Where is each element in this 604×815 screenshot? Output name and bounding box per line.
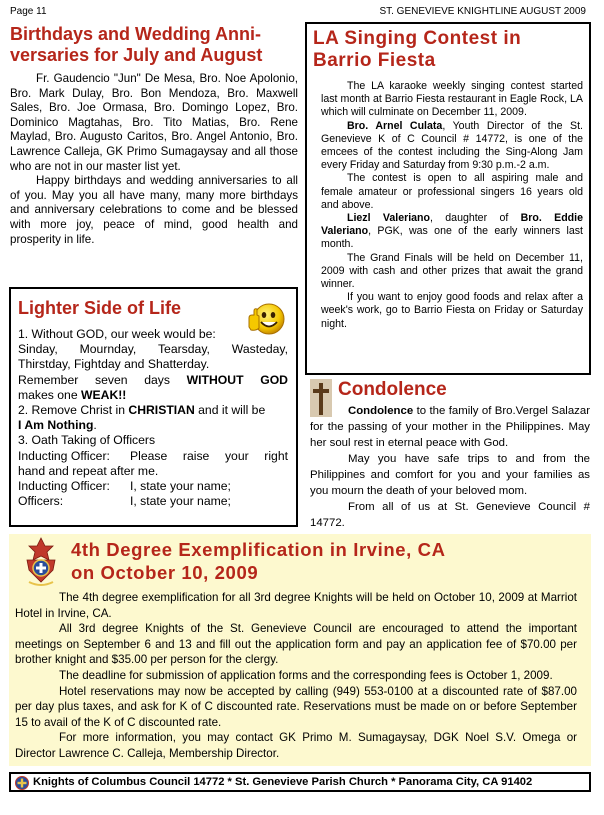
birthdays-paragraph: Fr. Gaudencio "Jun" De Mesa, Bro. Noe Apolonio, Bro. Mark Dulay, Bro. Bon Mendoza, Bro. Maxwell Sales, Bro. Joe Ormasa, Bro. Domingo Lopez, Bro. Dominico Magtahas, Bro. Tito Matias, Bro. Rene Maylad, Bro. Augusto Caritos, Bro. Angel Antonio, Bro. Lawrence Calleja, GK Primo Sumagaysay and all those who are not in our master list yet. bbox=[10, 72, 298, 173]
footer-text: Knights of Columbus Council 14772 * St. Genevieve Parish Church * Panorama City, CA 91402 bbox=[33, 776, 533, 788]
thumbs-up-smiley-icon bbox=[246, 301, 286, 339]
lighter-line: makes one WEAK!! bbox=[18, 387, 127, 402]
birthdays-title-line2: versaries for July and August bbox=[10, 45, 263, 65]
lighter-line: Remember seven days WITHOUT GOD bbox=[18, 372, 288, 387]
condolence-title: Condolence bbox=[338, 379, 447, 400]
lighter-line: 3. Oath Taking of Officers bbox=[18, 433, 156, 448]
exemplification-box bbox=[9, 534, 591, 766]
lighter-line: Inducting Officer: I, state your name; bbox=[18, 479, 231, 494]
footer-bar bbox=[9, 772, 591, 792]
newsletter-title: ST. GENEVIEVE KNIGHTLINE AUGUST 2009 bbox=[379, 6, 586, 17]
condolence-paragraph: From all of us at St. Genevieve Council # 14772. bbox=[310, 501, 590, 529]
exemplification-title-line1: 4th Degree Exemplification in Irvine, CA bbox=[71, 539, 446, 560]
condolence-article bbox=[310, 379, 590, 531]
lighter-side-box bbox=[9, 287, 298, 527]
singing-paragraph: The LA karaoke weekly singing contest started last month at Barrio Fiesta restaurant in Eagle Rock, LA which will culminate on December 11, 2009. bbox=[321, 80, 583, 119]
singing-title-line2: Barrio Fiesta bbox=[313, 50, 436, 71]
lighter-line: Sinday, Mournday, Tearsday, Wasteday, bbox=[18, 342, 288, 357]
lighter-line: Officers: I, state your name; bbox=[18, 494, 231, 509]
lighter-line: 1. Without GOD, our week would be: bbox=[18, 327, 216, 341]
exemplification-paragraph: All 3rd degree Knights of the St. Genevieve Council are encouraged to attend the important meetings on September 6 and 13 and fill out the application form and pay an application fee of $70.00 per brother knight and $35.00 per person for the clergy. bbox=[15, 622, 577, 667]
singing-paragraph: The contest is open to all aspiring male and female amateur or professional singers 16 years old and above. bbox=[321, 172, 583, 211]
singing-contest-box bbox=[305, 22, 591, 375]
birthdays-title bbox=[10, 24, 298, 66]
exemplification-title-line2: on October 10, 2009 bbox=[71, 562, 259, 583]
lighter-line: I Am Nothing. bbox=[18, 418, 97, 433]
exemplification-paragraph: Hotel reservations may now be accepted by calling (949) 553-0100 at a discounted rate of $87.00 per day plus taxes, and ask for K of C discounted rate. Reservations must be made on or before September 15 to avail of the K of C discounted rate. bbox=[15, 684, 577, 729]
exemplification-title bbox=[71, 538, 591, 584]
lighter-line: hand and repeat after me. bbox=[18, 463, 159, 478]
lighter-line: 2. Remove Christ in CHRISTIAN and it will be bbox=[18, 403, 266, 418]
kofc-emblem-icon bbox=[15, 776, 29, 790]
singing-title-line1: LA Singing Contest in bbox=[313, 28, 522, 49]
cross-icon bbox=[310, 379, 332, 417]
condolence-paragraph: May you have safe trips to and from the Philippines and comfort for you and your families as you mourn the death of your beloved mom. bbox=[310, 453, 590, 497]
birthdays-article bbox=[10, 24, 298, 247]
condolence-paragraph: Condolence to the family of Bro.Vergel Salazar for the passing of your mother in the Philippines. May her soul rest in eternal peace with God. bbox=[310, 405, 590, 449]
singing-paragraph: The Grand Finals will be held on December 11, 2009 with cash and other prizes that await the grand winner. bbox=[321, 251, 583, 291]
singing-paragraph: If you want to enjoy good foods and relax after a week's work, go to Barrio Fiesta on Friday or Saturday night. bbox=[321, 291, 583, 330]
singing-title bbox=[313, 28, 589, 72]
lighter-title: Lighter Side of Life bbox=[18, 298, 182, 318]
page-number: Page 11 bbox=[10, 6, 47, 17]
exemplification-paragraph: The deadline for submission of application forms and the corresponding fees is October 1, 2009. bbox=[59, 668, 553, 682]
exemplification-paragraph: The 4th degree exemplification for all 3rd degree Knights will be held on October 10, 2009 at Marriot Hotel in Irvine, CA. bbox=[15, 591, 577, 620]
fourth-degree-emblem-icon bbox=[23, 536, 59, 588]
singing-paragraph: Bro. Arnel Culata, Youth Director of the St. Genevieve K of C Council # 14772, is one of the emcees of the contest including the Sing-Along Jam every Friday and Saturday from 9:30 p.m.-2 a.m. bbox=[321, 119, 584, 172]
lighter-line: Thirstday, Fightday and Shatterday. bbox=[18, 357, 210, 372]
birthdays-paragraph: Happy birthdays and wedding anniversaries to all of you. May you all have many, many more birthdays and anniversary celebrations to come and be blessed with more joy, peace of mind, good health and prosperity in life. bbox=[10, 174, 298, 246]
singing-paragraph: Liezl Valeriano, daughter of Bro. Eddie Valeriano, PGK, was one of the early winners last month. bbox=[321, 212, 583, 251]
exemplification-paragraph: For more information, you may contact GK Primo M. Sumagaysay, DGK Noel S.V. Omega or Director Lawrence C. Calleja, Membership Director. bbox=[15, 731, 577, 760]
lighter-line: Inducting Officer: Please raise your right bbox=[18, 448, 288, 463]
birthdays-title-line1: Birthdays and Wedding Anni- bbox=[10, 24, 261, 44]
